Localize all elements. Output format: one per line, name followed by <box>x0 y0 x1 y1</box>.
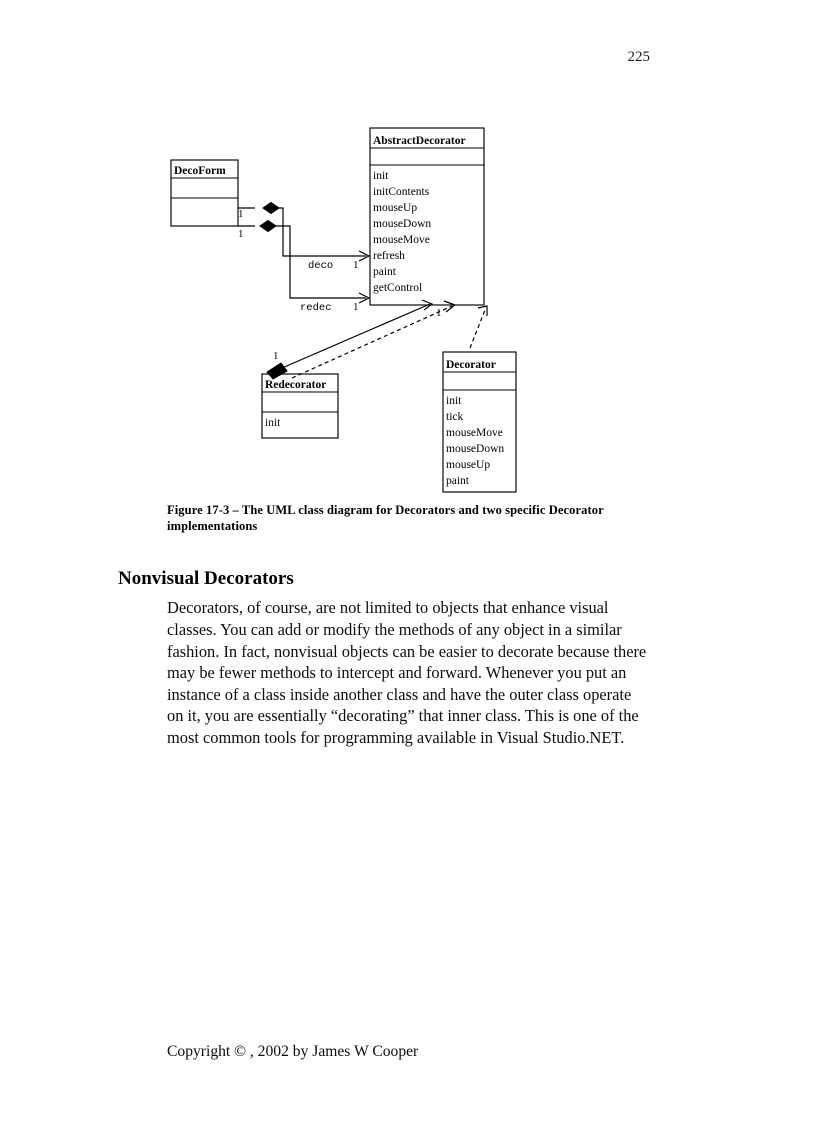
dependency-decorator-abstractdecorator <box>470 306 487 348</box>
association-deco <box>238 203 369 273</box>
association-role-label: deco <box>308 260 334 272</box>
association-redec <box>238 221 369 315</box>
class-method: paint <box>446 475 469 487</box>
composition-diamond-redec <box>260 221 276 232</box>
class-name-redecorator: Redecorator <box>265 379 327 391</box>
class-method: getControl <box>373 282 423 294</box>
class-method: tick <box>446 411 464 423</box>
class-box-decorator <box>443 352 516 492</box>
composition-diamond-deco <box>263 203 279 214</box>
class-box-decoform <box>171 160 238 226</box>
page-footer-copyright: Copyright © , 2002 by James W Cooper <box>167 1043 419 1060</box>
association-multiplicity: 1 <box>436 307 442 319</box>
class-box-abstractdecorator <box>370 128 484 305</box>
class-method: mouseDown <box>373 218 432 230</box>
section-heading: Nonvisual Decorators <box>118 567 294 589</box>
class-method: init <box>446 395 462 407</box>
class-method: mouseDown <box>446 443 505 455</box>
page-number: 225 <box>627 49 650 65</box>
class-method: initContents <box>373 186 430 198</box>
uml-class-diagram <box>160 120 540 510</box>
class-name-decorator: Decorator <box>446 359 496 371</box>
association-role-label: redec <box>300 302 332 314</box>
class-method: init <box>265 417 281 429</box>
body-paragraph: Decorators, of course, are not limited to objects that enhance visual classes. You can add or modify the methods of any object in a similar fashion. In fact, nonvisual objects can be easier to decorate because there may be fewer methods to intercept and forward. Whenever you put an instance of a class inside another class and have the outer class operate on it, you are essentially “decorating” that inner class. This is one of the most common tools for programming available in Visual Studio.NET. <box>167 598 647 747</box>
association-multiplicity: 1 <box>238 208 244 220</box>
class-method: mouseMove <box>446 427 503 439</box>
association-multiplicity: 1 <box>353 259 359 271</box>
association-multiplicity: 1 <box>273 350 279 362</box>
class-method: paint <box>373 266 396 278</box>
class-name-abstractdecorator: AbstractDecorator <box>373 135 466 147</box>
class-method: mouseUp <box>373 202 418 214</box>
class-method: mouseMove <box>373 234 430 246</box>
association-multiplicity: 1 <box>353 301 359 313</box>
association-multiplicity: 1 <box>238 228 244 240</box>
class-box-redecorator <box>262 374 338 438</box>
class-method: init <box>373 170 389 182</box>
class-name-decoform: DecoForm <box>174 165 226 177</box>
class-method: refresh <box>373 250 405 262</box>
class-method: mouseUp <box>446 459 491 471</box>
figure-caption: Figure 17-3 – The UML class diagram for Decorators and two specific Decorator implementations <box>167 503 604 533</box>
